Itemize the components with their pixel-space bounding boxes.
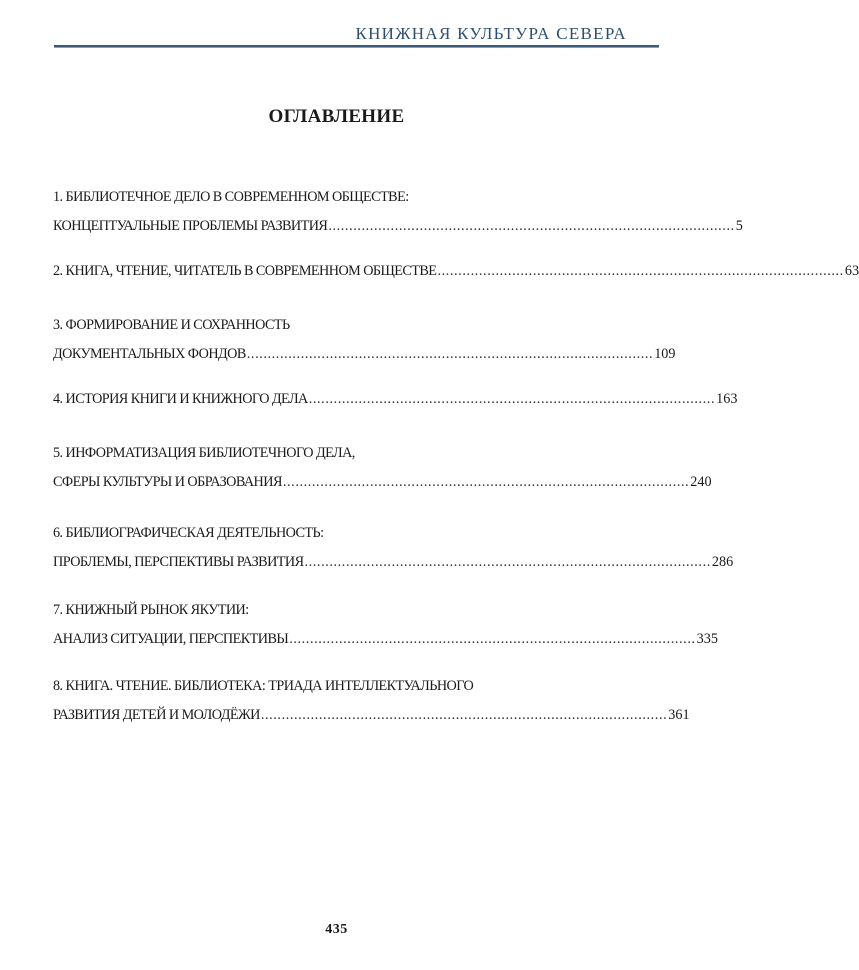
toc-page-number: 361 [668,707,690,723]
toc-page-number: 286 [711,554,734,570]
dot-leader: .................................................................................................. [282,474,690,490]
toc-entry-5[interactable] [53,439,712,497]
toc-page-number: 63 [844,263,859,279]
toc-entry-1[interactable] [53,183,743,241]
dot-leader: .................................................................................................. [289,631,696,647]
toc-entry-text: ПРОБЛЕМЫ, ПЕРСПЕКТИВЫ РАЗВИТИЯ [53,554,304,570]
toc-entry-text: 6. БИБЛИОГРАФИЧЕСКАЯ ДЕЯТЕЛЬНОСТЬ: [53,525,324,541]
toc-entry-text: 7. КНИЖНЫЙ РЫНОК ЯКУТИИ: [53,602,249,618]
toc-entry-7[interactable] [53,596,718,654]
toc-entry-text: КОНЦЕПТУАЛЬНЫЕ ПРОБЛЕМЫ РАЗВИТИЯ [53,218,328,234]
toc-entry-text: 4. ИСТОРИЯ КНИГИ И КНИЖНОГО ДЕЛА [53,391,308,407]
dot-leader: .................................................................................................. [260,707,668,723]
dot-leader: .................................................................................................. [437,263,844,279]
dot-leader: .................................................................................................. [328,218,735,234]
toc-title: ОГЛАВЛЕНИЕ [268,106,405,127]
toc-page-number: 240 [690,474,712,490]
toc-entry-2[interactable] [53,257,859,286]
toc-entry-8[interactable] [53,672,690,730]
toc-entry-text: 3. ФОРМИРОВАНИЕ И СОХРАННОСТЬ [53,317,290,333]
toc-entry-text: АНАЛИЗ СИТУАЦИИ, ПЕРСПЕКТИВЫ [53,631,289,647]
toc-entry-text: 5. ИНФОРМАТИЗАЦИЯ БИБЛИОТЕЧНОГО ДЕЛА, [53,445,355,461]
toc-page-number: 5 [735,218,743,234]
running-head: КНИЖНАЯ КУЛЬТУРА СЕВЕРА [355,24,627,43]
toc-page-number: 109 [654,346,676,362]
toc-entry-text: ДОКУМЕНТАЛЬНЫХ ФОНДОВ [53,346,246,362]
dot-leader: .................................................................................................. [246,346,654,362]
dot-leader: .................................................................................................. [304,554,711,570]
toc-page-number: 335 [696,631,718,647]
header-rule-thin [54,47,659,48]
page-number: 435 [325,922,348,937]
toc-entry-text: 2. КНИГА, ЧТЕНИЕ, ЧИТАТЕЛЬ В СОВРЕМЕННОМ ОБЩЕСТВЕ [53,263,437,279]
toc-entry-text: 8. КНИГА. ЧТЕНИЕ. БИБЛИОТЕКА: ТРИАДА ИНТЕЛЛЕКТУАЛЬНОГО [53,678,474,694]
toc-entry-3[interactable] [53,311,676,369]
toc-page-number: 163 [716,391,738,407]
dot-leader: .................................................................................................. [308,391,716,407]
toc-entry-text: 1. БИБЛИОТЕЧНОЕ ДЕЛО В СОВРЕМЕННОМ ОБЩЕСТВЕ: [53,189,409,205]
toc-entry-6[interactable] [53,519,734,577]
toc-entry-4[interactable] [53,385,738,414]
toc-entry-text: СФЕРЫ КУЛЬТУРЫ И ОБРАЗОВАНИЯ [53,474,282,490]
toc-entry-text: РАЗВИТИЯ ДЕТЕЙ И МОЛОДЁЖИ [53,707,260,723]
